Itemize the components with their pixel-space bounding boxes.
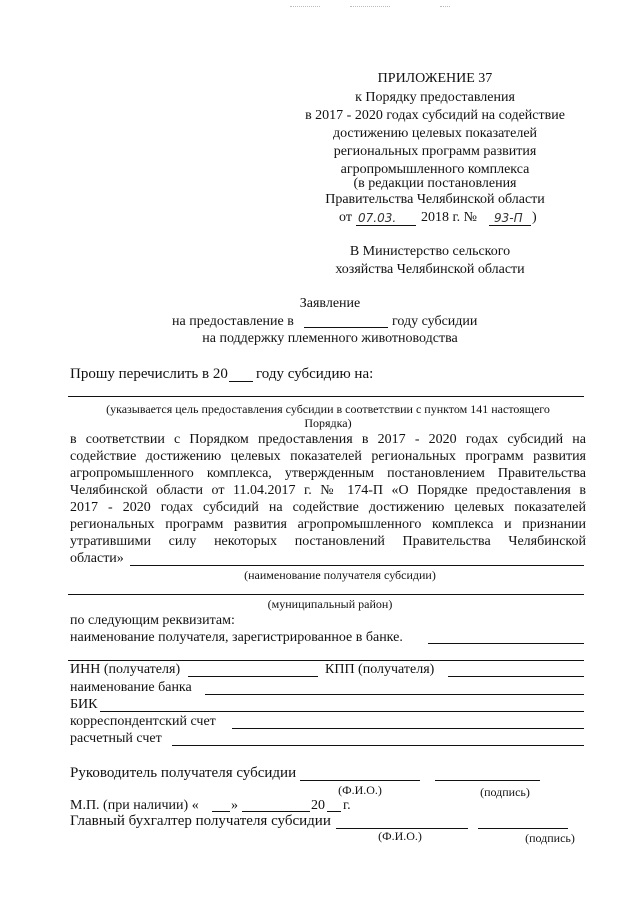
bank-field xyxy=(205,694,584,695)
bank-name-label: наименование получателя, зарегистрированное в банке. xyxy=(70,630,403,645)
mp-month-field xyxy=(242,811,310,812)
hint-purpose: (указывается цель предоставления субсидии в соответствии с пунктом 141 настоящего xyxy=(106,402,550,416)
close-paren: ) xyxy=(532,210,537,225)
kpp-label: КПП (получателя) xyxy=(325,662,435,677)
scan-mark xyxy=(350,6,390,8)
title-line2-a: на предоставление в xyxy=(172,314,294,329)
hint-purpose: Порядка) xyxy=(304,416,352,430)
district-line xyxy=(68,594,584,595)
date-filled: 07.03. xyxy=(358,211,397,225)
purpose-line xyxy=(68,396,584,397)
year-blank xyxy=(304,327,388,328)
title-line3: на поддержку племенного животноводства xyxy=(202,331,458,346)
inn-field xyxy=(188,676,318,677)
inn-label: ИНН (получателя) xyxy=(70,662,181,677)
head-fio-hint: (Ф.И.О.) xyxy=(338,783,382,797)
mp-a: М.П. (при наличии) « xyxy=(70,798,199,813)
account-field xyxy=(172,745,584,746)
hint-recipient: (наименование получателя субсидии) xyxy=(244,568,436,582)
body-line: 2017 - 2020 годах субсидий на содействие достижению целевых показателей xyxy=(70,500,586,515)
corr-field xyxy=(232,728,584,729)
bik-label: БИК xyxy=(70,697,98,712)
head-sign-hint: (подпись) xyxy=(480,785,530,799)
page-title: Заявление xyxy=(299,296,361,311)
year-text: 2018 г. № xyxy=(421,210,478,225)
request-a: Прошу перечислить в 20 xyxy=(70,366,228,382)
appendix-line: (в редакции постановления xyxy=(353,176,517,191)
mp-d: г. xyxy=(343,798,351,813)
appendix-line: региональных программ развития xyxy=(333,144,537,159)
request-year-blank xyxy=(229,381,253,382)
addressee-line: хозяйства Челябинской области xyxy=(335,262,525,277)
number-filled: 93-П xyxy=(494,211,523,225)
hint-district: (муниципальный район) xyxy=(267,597,393,611)
accountant-fio-hint: (Ф.И.О.) xyxy=(378,829,422,843)
date-underline xyxy=(356,225,416,226)
scan-mark xyxy=(440,6,450,8)
kpp-field xyxy=(448,676,584,677)
appendix-line: достижению целевых показателей xyxy=(332,126,538,141)
mp-b: » xyxy=(231,798,238,813)
appendix-line: Правительства Челябинской области xyxy=(325,192,545,207)
accountant-sign-field xyxy=(478,828,568,829)
date-prefix: от xyxy=(339,210,352,225)
body-line: агропромышленного комплекса, утвержденным постановлением Правительства xyxy=(70,466,586,481)
accountant-sign-hint: (подпись) xyxy=(525,831,575,845)
bank-name-field xyxy=(428,643,584,644)
appendix-line: агропромышленного комплекса xyxy=(340,162,530,177)
request-b: году субсидию на: xyxy=(256,366,374,382)
corr-label: корреспондентский счет xyxy=(70,714,216,729)
body-line: в соответствии с Порядком предоставления в 2017 - 2020 годах субсидий на xyxy=(70,432,586,447)
account-label: расчетный счет xyxy=(70,731,162,746)
title-line2-b: году субсидии xyxy=(392,314,478,329)
requisites-heading: по следующим реквизитам: xyxy=(70,613,235,628)
appendix-line: к Порядку предоставления xyxy=(355,90,515,105)
body-last: области» xyxy=(70,551,124,566)
mp-year-field xyxy=(327,811,341,812)
scan-mark xyxy=(290,6,320,8)
recipient-line xyxy=(130,565,584,566)
addressee-line: В Министерство сельского xyxy=(349,244,511,259)
bik-field xyxy=(100,711,584,712)
head-label: Руководитель получателя субсидии xyxy=(70,765,297,781)
appendix-title: ПРИЛОЖЕНИЕ 37 xyxy=(377,71,493,86)
body-line: содействие достижению целевых показателей региональных программ развития xyxy=(70,449,586,464)
bank-label: наименование банка xyxy=(70,680,192,695)
mp-c: 20 xyxy=(311,798,325,813)
mp-day-field xyxy=(212,811,230,812)
accountant-label: Главный бухгалтер получателя субсидии xyxy=(70,813,331,829)
head-fio-field xyxy=(300,780,420,781)
body-line: утратившими силу некоторых постановлений Правительства Челябинской xyxy=(70,534,586,549)
body-line: региональных программ развития агропромышленного комплекса и признании xyxy=(70,517,586,532)
head-sign-field xyxy=(435,780,540,781)
number-underline xyxy=(489,225,531,226)
body-line: Челябинской области от 11.04.2017 г. № 174-П «О Порядке предоставления в xyxy=(70,483,586,498)
appendix-line: в 2017 - 2020 годах субсидий на содействие xyxy=(305,108,565,123)
